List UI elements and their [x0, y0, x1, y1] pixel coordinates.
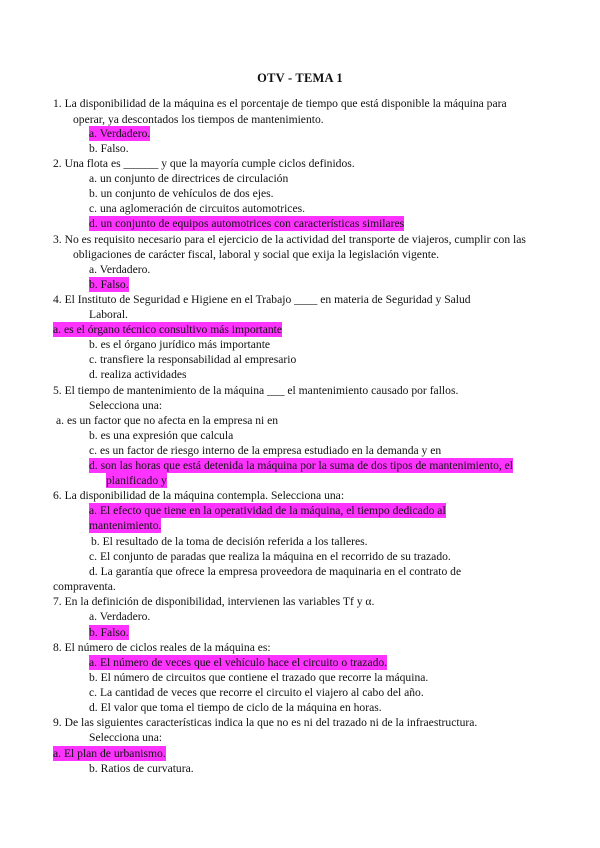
question-4-option-c: c. transfiere la responsabilidad al empresario — [89, 353, 297, 366]
question-9-option-b: b. Ratios de curvatura. — [89, 762, 194, 775]
question-9-select-prompt: Selecciona una: — [89, 731, 163, 744]
question-1-stem: 1. La disponibilidad de la máquina es el porcentaje de tiempo que está disponible la máquina para — [53, 97, 507, 110]
question-5-select-prompt: Selecciona una: — [89, 399, 163, 412]
question-6-stem: 6. La disponibilidad de la máquina contempla. Selecciona una: — [53, 489, 345, 502]
question-6-option-a-answer-cont: mantenimiento. — [89, 519, 162, 532]
question-2-option-d-answer: d. un conjunto de equipos automotrices con características similares — [89, 217, 405, 230]
question-7-option-a: a. Verdadero. — [89, 610, 151, 623]
question-4-option-d: d. realiza actividades — [89, 368, 187, 381]
question-5-option-b: b. es una expresión que calcula — [89, 429, 234, 442]
question-4-stem-cont: Laboral. — [89, 308, 128, 321]
question-8-option-d: d. El valor que toma el tiempo de ciclo de la máquina en horas. — [89, 701, 382, 714]
question-8-stem: 8. El número de ciclos reales de la máquina es: — [53, 641, 271, 654]
question-2-option-b: b. un conjunto de vehículos de dos ejes. — [89, 187, 274, 200]
question-6-option-d-cont: compraventa. — [53, 580, 116, 593]
question-7-stem: 7. En la definición de disponibilidad, intervienen las variables Tf y α. — [53, 595, 375, 608]
question-8-option-b: b. El número de circuitos que contiene el trazado que recorre la máquina. — [89, 671, 429, 684]
question-5-option-d-answer: d. son las horas que está detenida la máquina por la suma de dos tipos de mantenimiento, el — [89, 459, 514, 472]
question-4-option-b: b. es el órgano jurídico más importante — [89, 338, 271, 351]
question-9-option-a-answer: a. El plan de urbanismo. — [53, 747, 166, 760]
question-3-stem-cont: obligaciones de carácter fiscal, laboral y social que exija la legislación vigente. — [73, 248, 440, 261]
question-3-option-a: a. Verdadero. — [89, 263, 151, 276]
question-7-option-b-answer: b. Falso. — [89, 626, 129, 639]
question-6-option-b: b. El resultado de la toma de decisión referida a los talleres. — [91, 535, 368, 548]
question-5-option-d-answer-cont: planificado y — [106, 474, 167, 487]
question-5-option-c: c. es un factor de riesgo interno de la empresa estudiado en la demanda y en — [89, 444, 442, 457]
question-8-option-a-answer: a. El número de veces que el vehículo hace el circuito o trazado. — [89, 656, 388, 669]
question-6-option-a-answer: a. El efecto que tiene en la operatividad de la máquina, el tiempo dedicado al — [89, 504, 446, 517]
question-4-stem: 4. El Instituto de Seguridad e Higiene en el Trabajo ____ en materia de Seguridad y Salud — [53, 293, 471, 306]
question-9-stem: 9. De las siguientes características indica la que no es ni del trazado ni de la infraestructura. — [53, 716, 478, 729]
question-3-stem: 3. No es requisito necesario para el ejercicio de la actividad del transporte de viajeros, cumplir con las — [53, 233, 526, 246]
question-3-option-b-answer: b. Falso. — [89, 278, 129, 291]
question-6-option-c: c. El conjunto de paradas que realiza la máquina en el recorrido de su trazado. — [89, 550, 451, 563]
question-2-stem: 2. Una flota es ______ y que la mayoría cumple ciclos definidos. — [53, 157, 355, 170]
question-6-option-d: d. La garantía que ofrece la empresa proveedora de maquinaria en el contrato de — [89, 565, 462, 578]
question-1-option-b: b. Falso. — [89, 142, 129, 155]
question-5-option-a: a. es un factor que no afecta en la empresa ni en — [56, 414, 279, 427]
question-2-option-a: a. un conjunto de directrices de circulación — [89, 172, 289, 185]
page-title: OTV - TEMA 1 — [257, 71, 343, 85]
question-2-option-c: c. una aglomeración de circuitos automotrices. — [89, 202, 306, 215]
question-1-option-a-answer: a. Verdadero. — [89, 127, 151, 140]
question-5-stem: 5. El tiempo de mantenimiento de la máquina ___ el mantenimiento causado por fallos. — [53, 384, 459, 397]
question-1-stem-cont: operar, ya descontados los tiempos de mantenimiento. — [73, 113, 324, 126]
question-8-option-c: c. La cantidad de veces que recorre el circuito el viajero al cabo del año. — [89, 686, 424, 699]
question-4-option-a-answer: a. es el órgano técnico consultivo más importante — [53, 323, 283, 336]
